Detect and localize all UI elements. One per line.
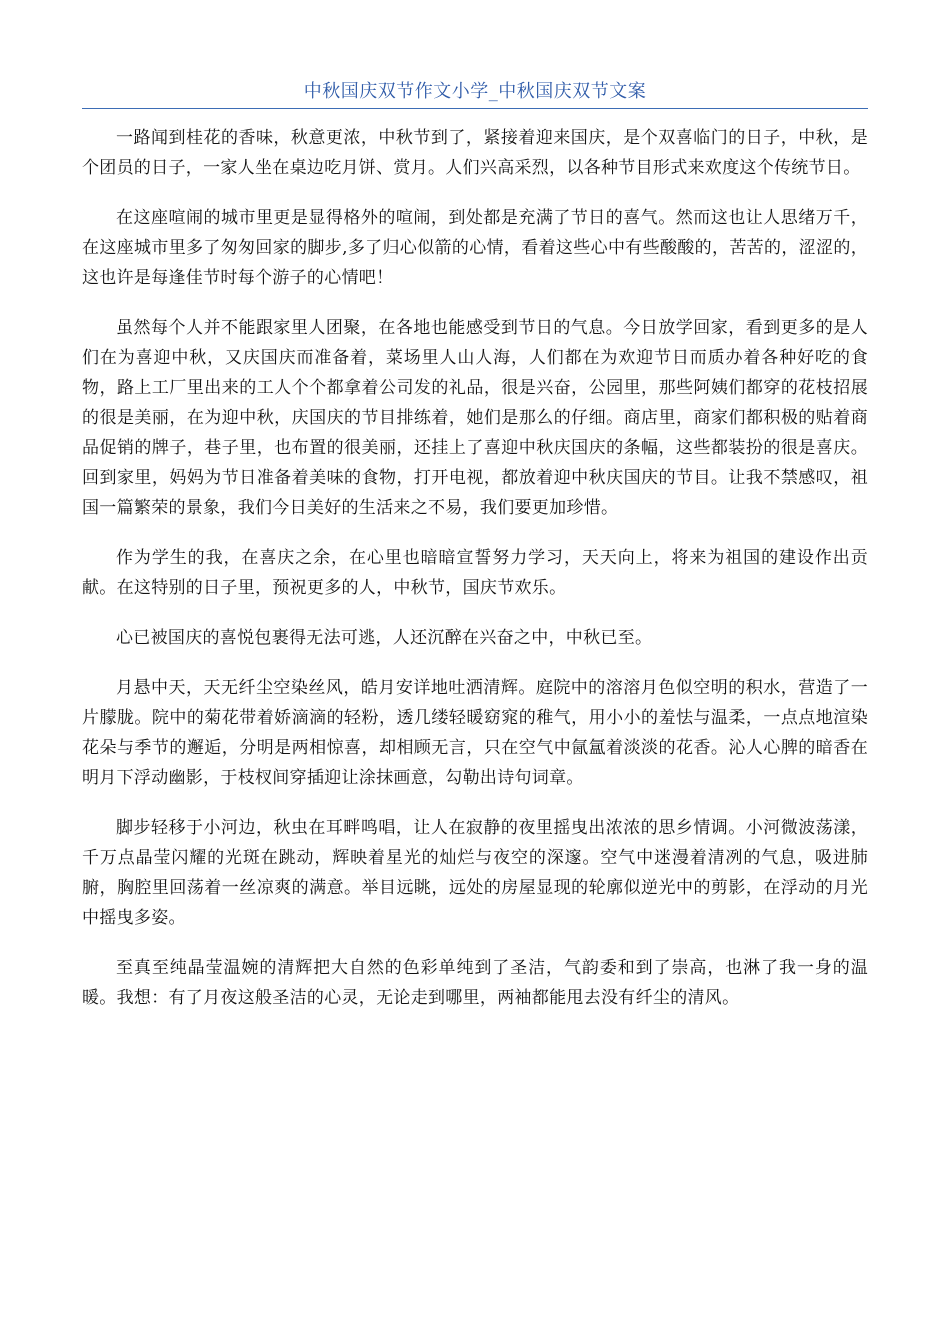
paragraph: 虽然每个人并不能跟家里人团聚，在各地也能感受到节日的气息。今日放学回家，看到更多的是人们在为喜迎中秋，又庆国庆而准备着，菜场里人山人海，人们都在为欢迎节日而质办着各种好吃的食物，路上工厂里出来的工人个个都拿着公司发的礼品，很是兴奋，公园里，那些阿姨们都穿的花枝招展的很是美丽，在为迎中秋，庆国庆的节目排练着，她们是那么的仔细。商店里，商家们都积极的贴着商品促销的牌子，巷子里，也布置的很美丽，还挂上了喜迎中秋庆国庆的条幅，这些都装扮的很是喜庆。回到家里，妈妈为节日准备着美味的食物，打开电视，都放着迎中秋庆国庆的节目。让我不禁感叹，祖国一篇繁荣的景象，我们今日美好的生活来之不易，我们要更加珍惜。: [82, 318, 868, 518]
page-header: [82, 78, 868, 109]
document-title: 中秋国庆双节作文小学_中秋国庆双节文案: [303, 81, 647, 102]
paragraph: 作为学生的我，在喜庆之余，在心里也暗暗宣誓努力学习，天天向上，将来为祖国的建设作出贡献。在这特别的日子里，预祝更多的人，中秋节，国庆节欢乐。: [82, 548, 868, 598]
paragraph: 脚步轻移于小河边，秋虫在耳畔鸣唱，让人在寂静的夜里摇曳出浓浓的思乡情调。小河微波荡漾，千万点晶莹闪耀的光斑在跳动，辉映着星光的灿烂与夜空的深邃。空气中迷漫着清冽的气息，吸进肺腑，胸腔里回荡着一丝凉爽的满意。举目远眺，远处的房屋显现的轮廓似逆光中的剪影，在浮动的月光中摇曳多姿。: [82, 818, 868, 928]
document-body: [82, 123, 868, 1033]
paragraph: 在这座喧闹的城市里更是显得格外的喧闹，到处都是充满了节日的喜气。然而这也让人思绪万千，在这座城市里多了匆匆回家的脚步,多了归心似箭的心情，看着这些心中有些酸酸的，苦苦的，涩涩的，这也许是每逢佳节时每个游子的心情吧！: [82, 208, 868, 288]
paragraph: 月悬中天，天无纤尘空染丝风，皓月安详地吐洒清辉。庭院中的溶溶月色似空明的积水，营造了一片朦胧。院中的菊花带着娇滴滴的轻粉，透几缕轻暖窈窕的稚气，用小小的羞怯与温柔，一点点地渲染花朵与季节的邂逅，分明是两相惊喜，却相顾无言，只在空气中氤氲着淡淡的花香。沁人心脾的暗香在明月下浮动幽影，于枝杈间穿插迎让涂抹画意，勾勒出诗句词章。: [82, 678, 868, 788]
paragraph: 至真至纯晶莹温婉的清辉把大自然的色彩单纯到了圣洁，气韵委和到了崇高，也淋了我一身的温暖。我想：有了月夜这般圣洁的心灵，无论走到哪里，两袖都能甩去没有纤尘的清风。: [82, 958, 868, 1008]
paragraph: 一路闻到桂花的香味，秋意更浓，中秋节到了，紧接着迎来国庆，是个双喜临门的日子，中秋，是个团员的日子，一家人坐在桌边吃月饼、赏月。人们兴高采烈，以各种节目形式来欢度这个传统节日。: [82, 128, 868, 178]
paragraph: 心已被国庆的喜悦包裹得无法可逃，人还沉醉在兴奋之中，中秋已至。: [116, 628, 653, 648]
